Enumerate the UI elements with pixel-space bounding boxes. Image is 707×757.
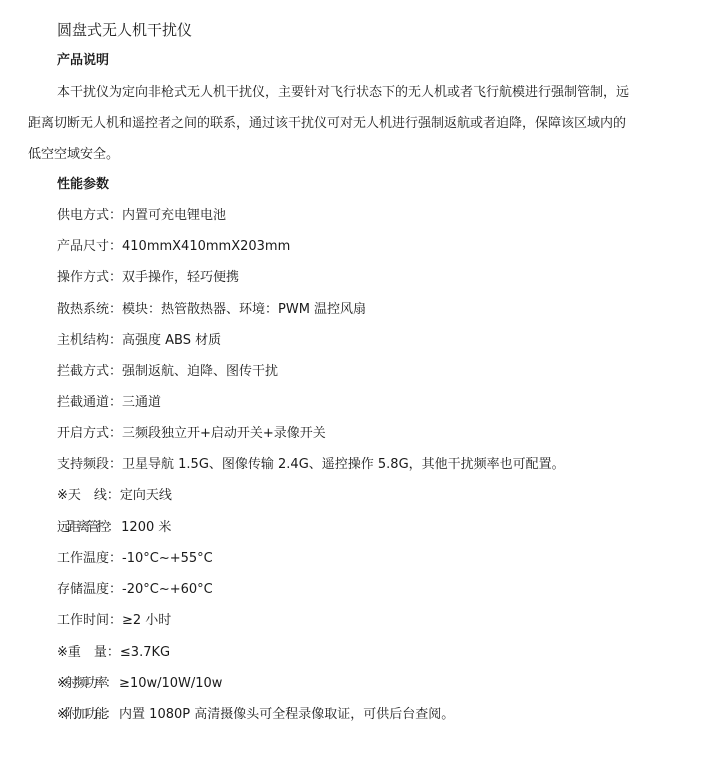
spec-label: 操作方式： <box>57 270 123 285</box>
spec-value: 410mmX410mmX203mm <box>122 239 291 254</box>
spec-label: 散热系统： <box>57 302 123 317</box>
spec-label: 主机结构： <box>57 333 123 348</box>
description-line-2: 距离切断无人机和遥控者之间的联系，通过该干扰仪可对无人机进行强制返航或者迫降，保障该区域内的 <box>28 116 627 131</box>
spec-row-cooling <box>57 301 366 319</box>
spec-label: ※重 量： <box>57 645 120 660</box>
spec-row-size <box>57 238 290 256</box>
spec-value: 三频段独立开+启动开关+录像开关 <box>122 426 326 441</box>
spec-value: 内置 1080P 高清摄像头可全程录像取证，可供后台查阅。 <box>119 707 455 722</box>
description-line-3: 低空空域安全。 <box>28 147 120 162</box>
spec-row-structure <box>57 332 221 350</box>
spec-value: -20°C~+60°C <box>122 582 213 597</box>
section-heading-specs: 性能参数 <box>57 177 110 192</box>
spec-row-intercept-mode <box>57 363 278 381</box>
spec-value: 高强度 ABS 材质 <box>122 333 222 348</box>
spec-label: ※天 线： <box>57 488 120 503</box>
spec-value: -10°C~+55°C <box>122 551 213 566</box>
spec-label: 远距离管控： <box>57 520 118 535</box>
spec-value: 双手操作，轻巧便携 <box>122 270 240 285</box>
spec-value: 卫星导航 1.5G、图像传输 2.4G、遥控操作 5.8G，其他干扰频率也可配置。 <box>122 457 565 472</box>
section-heading-description: 产品说明 <box>57 53 110 68</box>
page-title: 圆盘式无人机干扰仪 <box>57 21 193 39</box>
spec-label: 开启方式： <box>57 426 123 441</box>
spec-label: 存储温度： <box>57 582 123 597</box>
spec-value: 定向天线 <box>119 488 172 503</box>
spec-value: 1200 米 <box>121 520 172 535</box>
spec-value: ≥2 小时 <box>122 613 172 628</box>
spec-row-channels <box>57 394 161 412</box>
spec-label: ※附加功能： <box>57 707 115 722</box>
spec-label: 拦截通道： <box>57 395 123 410</box>
spec-row-antenna <box>57 487 172 505</box>
spec-row-runtime <box>57 612 171 630</box>
spec-label: 拦截方式： <box>57 364 123 379</box>
description-line-1: 本干扰仪为定向非枪式无人机干扰仪，主要针对飞行状态下的无人机或者飞行航模进行强制管制，远 <box>57 85 630 100</box>
spec-label: 工作时间： <box>57 613 123 628</box>
spec-row-operation <box>57 269 239 287</box>
spec-value: ≥10w/10W/10w <box>119 676 223 691</box>
spec-row-bands <box>57 456 565 474</box>
spec-label: 供电方式： <box>57 208 123 223</box>
spec-value: 强制返航、迫降、图传干扰 <box>122 364 279 379</box>
spec-row-extra-functions <box>57 706 454 724</box>
spec-row-operating-temp <box>57 550 213 568</box>
spec-label: 产品尺寸： <box>57 239 123 254</box>
spec-row-weight <box>57 644 170 662</box>
spec-row-activation <box>57 425 326 443</box>
spec-label: 支持频段： <box>57 457 123 472</box>
spec-value: 内置可充电锂电池 <box>122 208 227 223</box>
spec-label: ※射频功率： <box>57 676 115 691</box>
spec-row-range <box>57 519 171 537</box>
spec-label: 工作温度： <box>57 551 123 566</box>
spec-row-storage-temp <box>57 581 213 599</box>
spec-value: 模块：热管散热器、环境：PWM 温控风扇 <box>122 302 367 317</box>
spec-row-rf-power <box>57 675 222 693</box>
spec-value: 三通道 <box>122 395 162 410</box>
spec-row-power <box>57 207 226 225</box>
spec-value: ≤3.7KG <box>119 645 171 660</box>
